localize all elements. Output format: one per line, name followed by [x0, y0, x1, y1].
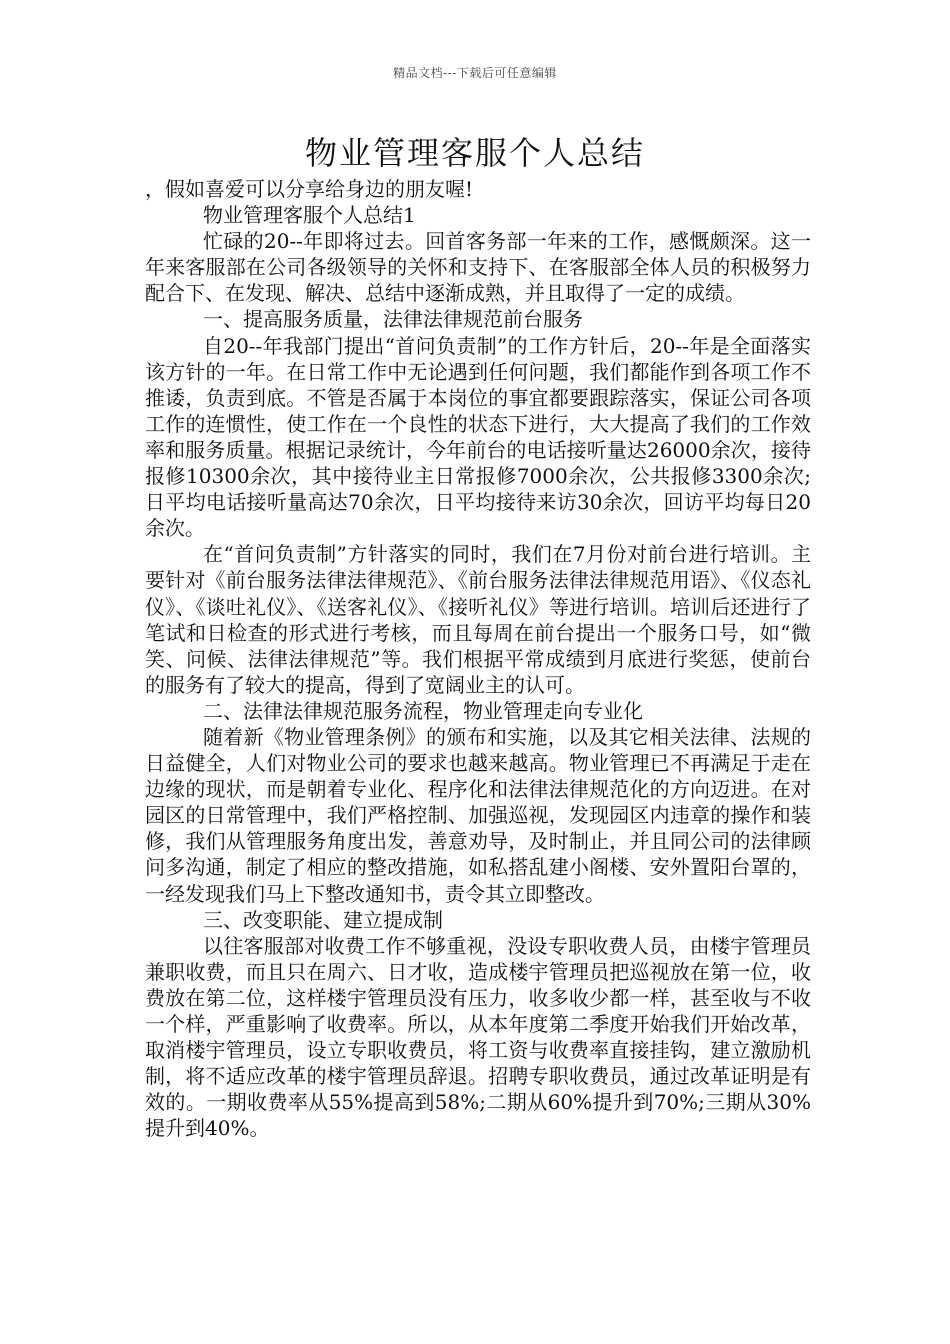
- intro-line: ，假如喜爱可以分享给身边的朋友喔!: [145, 177, 474, 201]
- heading-3: 三、改变职能、建立提成制: [203, 907, 443, 932]
- document-body: [145, 176, 811, 1141]
- section-subtitle: 物业管理客服个人总结1: [203, 203, 416, 228]
- paragraph-3: 在“首问负责制”方针落实的同时，我们在7月份对前台进行培训。主要针对《前台服务法律法律规范》、《前台服务法律法律规范用语》、《仪态礼仪》、《谈吐礼仪》、《送客礼仪》、《接听礼仪》等进行培训。培训后还进行了笔试和日检查的形式进行考核，而且每周在前台提出一个服务口号，如“微笑、问候、法律法律规范”等。我们根据平常成绩到月底进行奖惩，使前台的服务有了较大的提高，得到了宽阔业主的认可。: [145, 542, 811, 697]
- heading-2: 二、法律法律规范服务流程，物业管理走向专业化: [203, 698, 643, 723]
- paragraph-4: 随着新《物业管理条例》的颁布和实施，以及其它相关法律、法规的日益健全，人们对物业公司的要求也越来越高。物业管理已不再满足于走在边缘的现状，而是朝着专业化、程序化和法律法律规范化的方向迈进。在对园区的日常管理中，我们严格控制、加强巡视，发现园区内违章的操作和装修，我们从管理服务角度出发，善意劝导，及时制止，并且同公司的法律顾问多沟通，制定了相应的整改措施，如私搭乱建小阁楼、安外置阳台罩的，一经发现我们马上下整改通知书，责令其立即整改。: [145, 724, 811, 906]
- paragraph-1: 忙碌的20--年即将过去。回首客务部一年来的工作，感慨颇深。这一年来客服部在公司各级领导的关怀和支持下、在客服部全体人员的积极努力配合下、在发现、解决、总结中逐渐成熟，并且取得了一定的成绩。: [145, 229, 811, 306]
- heading-1: 一、提高服务质量，法律法律规范前台服务: [203, 307, 583, 332]
- document-title: 物业管理客服个人总结: [304, 134, 645, 172]
- paragraph-2: 自20--年我部门提出“首问负责制”的工作方针后，20--年是全面落实该方针的一年。在日常工作中无论遇到任何问题，我们都能作到各项工作不推诿，负责到底。不管是否属于本岗位的事宜都要跟踪落实，保证公司各项工作的连惯性，使工作在一个良性的状态下进行，大大提高了我们的工作效率和服务质量。根据记录统计，今年前台的电话接听量达26000余次，接待报修10300余次，其中接待业主日常报修7000余次，公共报修3300余次;日平均电话接听量高达70余次，日平均接待来访30余次，回访平均每日20余次。: [145, 333, 811, 541]
- paragraph-5: 以往客服部对收费工作不够重视，没设专职收费人员，由楼宇管理员兼职收费，而且只在周六、日才收，造成楼宇管理员把巡视放在第一位，收费放在第二位，这样楼宇管理员没有压力，收多收少都一样，甚至收与不收一个样，严重影响了收费率。所以，从本年度第二季度开始我们开始改革，取消楼宇管理员，设立专职收费员，将工资与收费率直接挂钩，建立激励机制，将不适应改革的楼宇管理员辞退。招聘专职收费员，通过改革证明是有效的。一期收费率从55%提高到58%;二期从60%提升到70%;三期从30%提升到40%。: [145, 933, 811, 1141]
- header-note: 精品文档---下载后可任意编辑: [393, 66, 557, 80]
